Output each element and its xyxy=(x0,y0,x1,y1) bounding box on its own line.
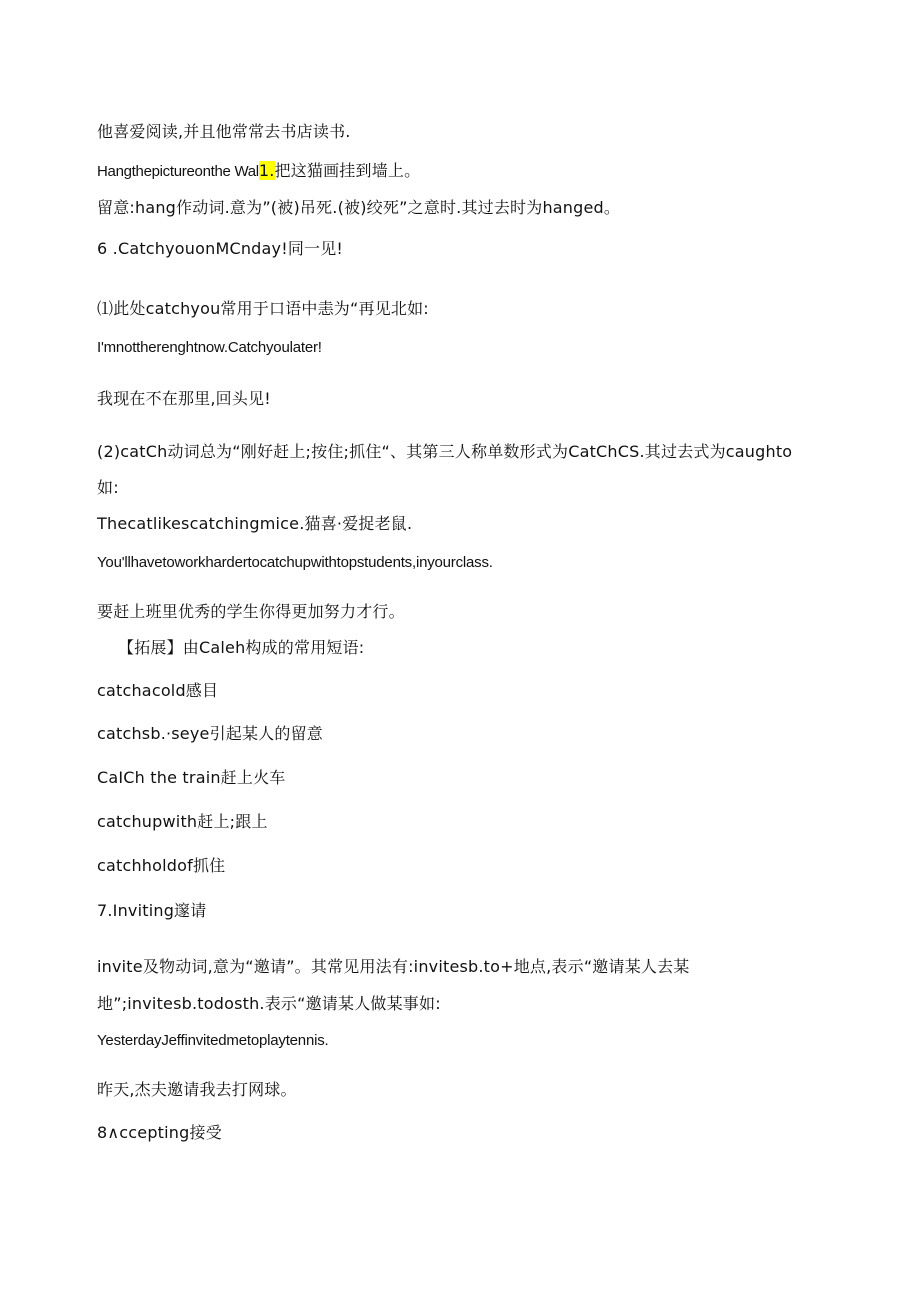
example-sentence: You'llhavetoworkhardertocatchupwithtopstudents,inyourclass. xyxy=(97,554,493,571)
section-heading: 6 .CatchyouonMCnday!同一见! xyxy=(97,239,344,258)
example-sentence: YesterdayJeffinvitedmetoplaytennis. xyxy=(97,1032,329,1049)
example-sentence: I'mnottherenghtnow.Catchyoulater! xyxy=(97,339,322,356)
text-line: 我现在不在那里,回头见! xyxy=(97,389,271,408)
text-line: 昨天,杰夫邀请我去打网球。 xyxy=(97,1080,297,1099)
section-heading: 7.Inviting邃请 xyxy=(97,901,207,920)
phrase-item: catchholdof抓住 xyxy=(97,856,226,875)
extension-heading: 【拓展】由Caleh构成的常用短语: xyxy=(118,638,365,657)
text-line: 如: xyxy=(97,478,119,497)
section-heading: 8∧ccepting接受 xyxy=(97,1123,222,1142)
text-line: 他喜爱阅读,并且他常常去书店读书. xyxy=(97,122,351,141)
phrase-item: catchupwith赶上;跟上 xyxy=(97,812,268,831)
highlighted-text: 1. xyxy=(258,161,275,180)
text-line: (2)catCh动词总为“刚好赶上;按住;抓住“、其第三人称单数形式为CatChCS.其过去式为caughto xyxy=(97,442,793,461)
example-sentence: Thecatlikescatchingmice.猫喜·爱捉老鼠. xyxy=(97,514,413,533)
text-line: ⑴此处catchyou常用于口语中恚为“再见北如: xyxy=(97,299,429,318)
english-sentence: Hangthepictureonthe Wal xyxy=(97,163,259,180)
text-line: 地”;invitesb.todosth.表示“邀请某人做某事如: xyxy=(97,994,441,1013)
text-line: 留意:hang作动词.意为”(被)吊死.(被)绞死”之意时.其过去时为hanged。 xyxy=(97,198,621,217)
phrase-item: CaICh the train赶上火车 xyxy=(97,768,286,787)
text-line: invite及物动词,意为“邀请”。其常见用法有:invitesb.to+地点,表示“邀请某人去某 xyxy=(97,957,690,976)
text-line xyxy=(97,160,420,183)
phrase-item: catchacold感目 xyxy=(97,681,219,700)
text-line: 要赶上班里优秀的学生你得更加努力才行。 xyxy=(97,602,405,621)
chinese-translation: 把这猫画挂到墙上。 xyxy=(274,161,421,180)
phrase-item: catchsb.·seye引起某人的留意 xyxy=(97,724,323,743)
